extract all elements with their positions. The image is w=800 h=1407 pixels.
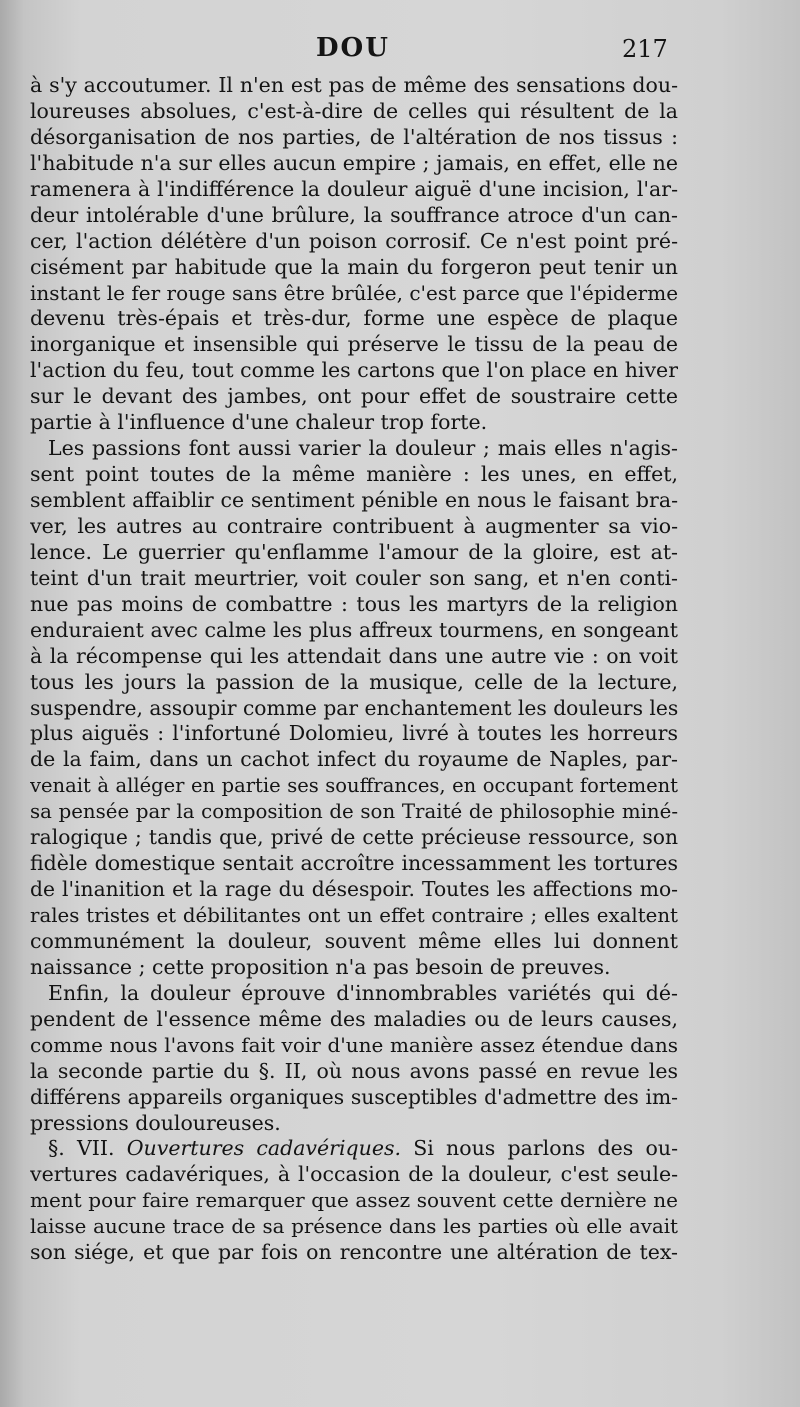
text-line: sent point toutes de la même manière : les unes, en effet, [30, 462, 678, 487]
text-line: ramenera à l'indifférence la douleur aiguë d'une incision, l'ar- [30, 176, 678, 201]
running-head-title: DOU [316, 33, 390, 63]
text-line: teint d'un trait meurtrier, voit couler son sang, et n'en conti- [30, 565, 678, 590]
text-line: enduraient avec calme les plus affreux tourmens, en songeant [30, 617, 678, 642]
text-line: sa pensée par la composition de son Traité de philosophie miné- [30, 800, 678, 824]
text-line: pressions douloureuses. [30, 1110, 281, 1135]
text-line: Enfin, la douleur éprouve d'innombrables variétés qui dé- [48, 980, 678, 1005]
text-line: fidèle domestique sentait accroître incessamment les tortures [30, 851, 678, 876]
text-line: communément la douleur, souvent même elles lui donnent [30, 928, 678, 953]
body-text [30, 73, 678, 1266]
text-line: ment pour faire remarquer que assez souvent cette dernière ne [30, 1188, 678, 1213]
text-line: devenu très-épais et très-dur, forme une espèce de plaque [30, 306, 678, 331]
text-line: partie à l'influence d'une chaleur trop forte. [30, 410, 488, 435]
text-line: sur le devant des jambes, ont pour effet de soustraire cette [30, 384, 678, 409]
text-line: son siége, et que par fois on rencontre une altération de tex- [30, 1240, 678, 1265]
text-line: à s'y accoutumer. Il n'en est pas de même des sensations dou- [30, 73, 678, 97]
text-line: cisément par habitude que la main du forgeron peut tenir un [30, 254, 678, 279]
text-line: à la récompense qui les attendait dans une autre vie : on voit [30, 643, 678, 668]
text-line: rales tristes et débilitantes ont un effet contraire ; elles exaltent [30, 904, 678, 927]
text-line: venait à alléger en partie ses souffrances, en occupant fortement [30, 774, 678, 798]
text-line: l'habitude n'a sur elles aucun empire ; jamais, en effet, elle ne [30, 150, 678, 175]
text-line: de la faim, dans un cachot infect du royaume de Naples, par- [30, 747, 678, 772]
section-title: Ouvertures cadavériques. [126, 1136, 401, 1161]
text-line: désorganisation de nos parties, de l'altération de nos tissus : [30, 124, 678, 149]
text-line: lence. Le guerrier qu'enflamme l'amour de la gloire, est at- [30, 539, 678, 564]
text-line: deur intolérable d'une brûlure, la souffrance atroce d'un can- [30, 202, 678, 227]
text-line: l'action du feu, tout comme les cartons que l'on place en hiver [30, 358, 678, 383]
text-line: plus aiguës : l'infortuné Dolomieu, livré à toutes les horreurs [30, 721, 678, 746]
text-line: inorganique et insensible qui préserve le tissu de la peau de [30, 332, 678, 357]
text-line: comme nous l'avons fait voir d'une manière assez étendue dans [30, 1032, 678, 1057]
text-fragment: Si nous parlons des ou- [413, 1136, 678, 1161]
text-line: pendent de l'essence même des maladies ou de leurs causes, [30, 1006, 678, 1031]
text-line: la seconde partie du §. II, où nous avons passé en revue les [30, 1058, 678, 1083]
text-line: ver, les autres au contraire contribuent à augmenter sa vio- [30, 513, 678, 538]
text-line: tous les jours la passion de la musique, celle de la lecture, [30, 669, 678, 694]
text-line: Les passions font aussi varier la douleur ; mais elles n'agis- [48, 436, 678, 461]
section-number: §. VII. [48, 1136, 115, 1161]
page-number: 217 [622, 35, 668, 63]
text-line: de l'inanition et la rage du désespoir. Toutes les affections mo- [30, 877, 678, 902]
text-line: ralogique ; tandis que, privé de cette précieuse ressource, son [30, 825, 678, 850]
text-line: différens appareils organiques susceptibles d'admettre des im- [30, 1084, 678, 1109]
text-line: vertures cadavériques, à l'occasion de la douleur, c'est seule- [30, 1162, 678, 1187]
section-heading-line [30, 1136, 678, 1162]
text-line: instant le fer rouge sans être brûlée, c'est parce que l'épiderme [30, 280, 678, 305]
text-line: nue pas moins de combattre : tous les martyrs de la religion [30, 591, 678, 616]
text-line: loureuses absolues, c'est-à-dire de celles qui résultent de la [30, 98, 678, 123]
running-head [0, 33, 800, 69]
text-line: suspendre, assoupir comme par enchantement les douleurs les [30, 695, 678, 720]
text-line: naissance ; cette proposition n'a pas besoin de preuves. [30, 954, 611, 979]
text-line: cer, l'action délétère d'un poison corrosif. Ce n'est point pré- [30, 228, 678, 253]
text-line: laisse aucune trace de sa présence dans les parties où elle avait [30, 1215, 678, 1239]
text-line: semblent affaiblir ce sentiment pénible en nous le faisant bra- [30, 488, 678, 512]
